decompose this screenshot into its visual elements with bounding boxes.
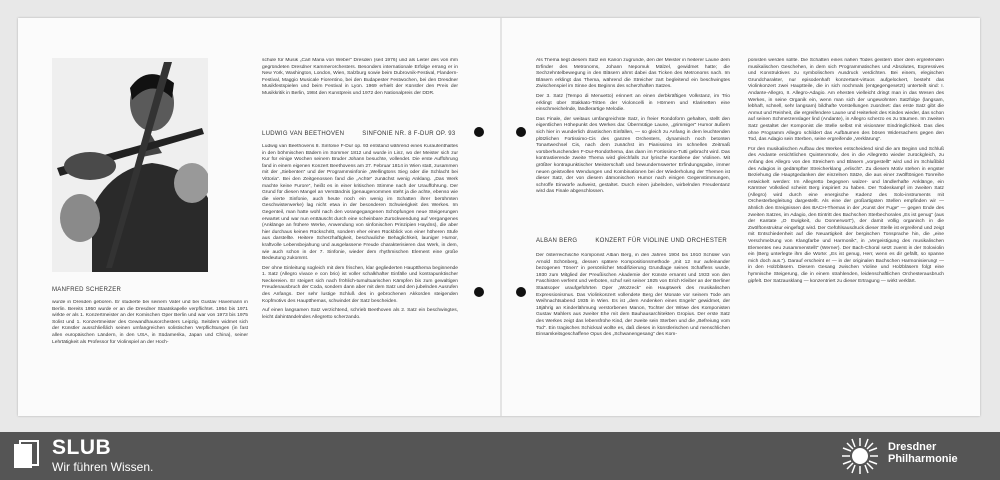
beethoven-continuation-paragraph-3: Das Finale, der weitaus umfangreichste Satz, in freier Rondoform gehalten, stellt den eigentlichen Höhepunkt des Werkes dar. Übermütige Laune, „grimmiger“ Humor äußern sich hier in wunderlich drastischen Einfällen, — so gleich zu Anfang in dem leuchtenden plötzlichen Fortissimo-Cis des ganzen Orchesters, dynamisch noch betonten Tonartwechsel Cis, nach dem zunächst im Pianissimo im schnellen Zeitmaß vorüberhuschenden F-Dur-Rondothema, das dann im Fortissimo-Tutti gebracht wird. Das kontrastierende zweite Thema wird gleichfalls zur lyrische Kantilene der Violinen. Mit größter kontrapunktischer Meisterschaft und bewundernswerter Erfindungsgabe, immer neuen geistvollen Wendungen und Kombinationen bei der Wiederholung der Themen ist dieser Satz, der von diesem dämonischen Humor nach einigen Gegenstimmungen, schroffe Einwürfe aufweist, gestaltet. Durch einen jubelnden, wirbelnden Freudentanz wird das Finale abgeschlossen. [536, 116, 730, 195]
bio-text [52, 300, 248, 414]
beethoven-paragraph-2: Der ohne Einleitung sogleich mit dem frischen, klar gegliederten Hauptthema beginnende 1. Satz (Allegro vivace e con brio) ist voller schalkhafter Einfälle und kontrapunktischer Neckereien. Er steigert sich nach fröhlich-tumultuarischen Kämpfen bis zum gewaltigen Freudenausbruch der Coda, sondern dann aber mit dem Satz und den jubelnden Ausrufen des Anfangs. Der sehr lustige Schluß des in gebrochenen Akkorden steigenden Kopfmotivs des Hauptthemas, schwindet der Satz bescheiden. [262, 265, 458, 304]
punch-hole-bottom-left [474, 287, 484, 297]
berg-work: KONZERT FÜR VIOLINE UND ORCHESTER [595, 238, 728, 244]
partner-line-2: Philharmonie [888, 453, 958, 465]
partner-line-1: Dresdner [888, 441, 937, 453]
violinist-photo [52, 58, 208, 272]
beethoven-composer: LUDWIG VAN BEETHOVEN [262, 131, 345, 137]
center-fold [500, 18, 502, 416]
berg-continuation-text [748, 58, 944, 372]
dresdner-philharmonie-logo-icon [840, 436, 880, 476]
slub-brand: SLUB [52, 436, 112, 459]
photo-caption: MANFRED SCHERZER [52, 287, 122, 293]
berg-text [536, 253, 730, 363]
slub-logo-icon [12, 440, 40, 472]
beethoven-continuation-text [536, 58, 730, 226]
bio-continuation-paragraph: schule für Musik „Carl Maria von Weber“ Dresden (seit 1976) und als Leiter des von ihm gegründeten Dresdner Kammerorchesters. Besonders internationale Erfolge errang er in New York, Washington, London, Wien, Salzburg sowie beim Dubrovnik-Festival, Flandern-Festival, Maggio Musicale Fiorentino, bei den Budapester Festwochen, bei den Dresdner Musikfestspielen und beim Festival in Lyon. 1969 erhielt der Künstler den Preis der Musikkritik in Berlin, 1984 den Kunstpreis und 1972 den Nationalpreis der DDR. [262, 58, 458, 96]
beethoven-text [262, 144, 458, 368]
berg-composer: ALBAN BERG [536, 238, 578, 244]
punch-hole-top-left [474, 127, 484, 137]
berg-continuation-paragraph-1: ponisten werden sollte. Die Schatten eines nahen Todes geistern über dem ergreifenden musikalischen Geschehen, in dem sich Programmatisches und Absolutes, Expressives und Konstruktives zu symbolischem Ausdruck verdichten. Bei einem, elegischen Grundcharakter, nur episodenhaft konzertant-virtuos aufgelockert, besteht das Violinkonzert zwei Hauptteile, die in sich nochmals (entgegengesetzt) unterteilt sind: I. Andante-Allegro, II. Allegro-Adagio. Am ehesten vielleicht dringt man in das Wesen des Werkes, in seine Organik ein, wenn man sich der ungewohnten Satzfolge (langsam, lebhaft, schnell, sehr langsam) bildhafte Vorstellungen zuordnet: das erste Satz gibt die Anmut und Reinheit, die ergreifendere Laune und Heiterkeit des Kindes wieder, das schon auf seinen Schmerzenslager lind (Andante), in Allegro scherzo es zu träumen. Im zweiten Satz gestaltet der Komponist die Stelle selbst mit visionärer Eindringlichkeit. Das dies ohne Programm Allegro schildert das Aufbäumen des bösen Widersachers gegen den Tod, das Adagio sein Sterben, seine ergreifende „Verklärung“. [748, 58, 944, 143]
slub-tagline: Wir führen Wissen. [52, 460, 154, 474]
bio-paragraph: wurde in Dresden geboren. Er studierte bei seinem Vater und bei Gustav Havemann in Berlin. Bereits 1950 wurde er an die Dresdner Staatskapelle verpflichtet. 1954 bis 1971 wirkte er als 1. Konzertmeister an der Komischen Oper Berlin und war von 1973 bis 1975 Solist und 1. Konzertmeister des Gewandhausorchesters Leipzig. Seitdem widmet sich der Künstler ausschließlich seinen umfangreichen solistischen Verpflichtungen (in fast allen europäischen Ländern, in den USA, in Südamerika, Japan und China), seiner Lehrtätigkeit als Professor für Violinspiel an der Hoch- [52, 300, 248, 345]
beethoven-paragraph-3: Auf einen langsamen Satz verzichtend, schrieb Beethoven als 2. Satz ein beschwingtes, leicht dahintändelndes Allegretto scherzando. [262, 308, 458, 320]
bio-continuation-text [262, 58, 458, 130]
beethoven-work: SINFONIE NR. 8 F-DUR OP. 93 [362, 131, 456, 137]
beethoven-continuation-paragraph-2: Der 3. Satz (Tempo di Menuetto) erinnert an einen derbkräftigen Volkstanz, im Trio erklingt über Stakkato-Tritten der Violoncelli in Hörnern und Klarinetten eine einschmeichelnde, ländlerartige Melodie. [536, 93, 730, 113]
berg-paragraph-1: Der österreichische Komponist Alban Berg, in den Jahren 1904 bis 1910 Schüler von Arnold Schönberg, dessen spätere Kompositionsmethode „mit 12 nur aufeinander bezogenen Tönen“ in persönlicher Modifizierung Grundlage seines Schaffens wurde, 1930 zum Mitglied der Preußischen Akademie der Künste ernannt und 1933 von den Faschisten verfemt und verboten, schuf seit seiner 1925 von Erich Kleiber an der Berliner Staatsoper uraufgeführten Oper „Wozzeck“ ein Hauptwerk des musikalischen Expressionismus. Das Violinkonzert vollendete Berg der Monate vor seinem Tode am Weihnachtsabend 1935 in Wien. Es ist „dem Andenken eines Engels“ gewidmet, der 18jährig an Kinderlähmung verstorbenen Manon, Tochter der Witwe des Komponisten Gustav Mahlers aus zweiter Ehe mit dem Bauhausarchitekten Gropius. Der erste Satz des Werkes zeigt das lebensfrohe Kind, der zweite sein Sterben und die „Befreiung vom Tod“. Ein tragisches Schicksal wollte es, daß dieses in künstlerischen und menschlichen Einsamkeitsgeschaffene Opus des „Schwanengesang“ des Kom- [536, 253, 730, 338]
beethoven-heading [262, 131, 474, 137]
punch-hole-top-right [516, 127, 526, 137]
dresdner-philharmonie-name [888, 441, 958, 465]
beethoven-paragraph-1: Ludwig van Beethovens 8. Sinfonie F-Dur op. 93 entstand während eines Kuraufenthaltes in den böhmischen Bädern im Sommer 1812 und wurde in Linz, wo der Meister sich zur Kur für einige Wochen seinem Bruder Johann besuchte, vollendet. Die erste Aufführung fand in einem eigenen Konzert Beethovens am 27. Februar 1814 in Wien statt, zusammen mit der „Siebenten“ und der Programmsinfonie „Wellingtons Sieg oder die Schlacht bei Vittoria“. Bei den Zeitgenossen fand die „Achte“ zunächst wenig Anklang. „Das Werk machte keine Furore“, heißt es in einer kritischen Stimme nach der Uraufführung. Der Grund für diesen Mangel an Verständnis (genaugenommen steht ja die achte, ebenso wie die vierte Sinfonie, auch heute noch ein wenig im Schatten ihrer berühmten Geschwisterwerke) lag nicht etwa in der besonderen Schwierigkeit des Werkes. Im Gegenteil, man hatte wohl nach den vorangegangenen Schöpfungen neue Steigerungen erwartet und war nun enttäuscht durch eine scheinbare Zurückwendung auf Vergangenes (Anklänge an frühere Werke, Anwendung von sinfonischen Prinzipien Haydns), die aber hier durchaus keinen Rückschritt, sondern eher einen Rückblick von einer höheren Stufe aus darstellte. Heitere Scherzhaftigkeit, beschauliche Behaglichkeit, launiger Humor, kraftvolle Lebensbejahung und ausgelassene Freude charakterisieren das Werk, in dem, wie auch schon in der 7. Sinfonie, wieder dem rhythmischen Element eine große Bedeutung zukommt. [262, 144, 458, 262]
berg-continuation-paragraph-2: Für den musikalischen Aufbau des Werkes entscheidend sind die am Beginn und Schluß des Andante ersichtlichen Quintenmotiv, des in die Allegretto wieder zurückgleich, zu Anfang des Allegro von den Streichern und Bläsern „vorgestellt“ wird und im Schlußbild des Adagios in gedämpfter Streicherklang „erlischt“. Zu diesem Motiv stehen in engster Beziehung die Hauptgedanken der einzelnen Sätze, die aus einer zwölftönigen Tonreihe entwickelt werden: Im Allegretto begegnen walzer- und ländlerhafte Anklänge, ein Kärntner Volkslied scheint Berg inspiriert zu haben. Der Todeskampf im zweiten Satz (Allegro) wird durch eine energische Kadenz des Solo-instruments mit Orchesterbegleitung dargestellt. Als eine der großartigsten Stellen empfinden wir — ähnlich den Ereignissen des BACH-Themas in der „Kunst der Fuge“ — gegen Ende des zweiten Satzes, im Adagio, den Eintritt des Bachschen Sterbechorales „Es ist genug“ (aus der Kantate „O Ewigkeit, du Donnerwort“), der damit völlig organisch in die Zwölftonstruktur eingefügt wird. Der Gefühlsausdruck dieser Stelle ist ergreifend und zeigt mit Entschiedenheit auf die Neuartigkeit der bergischen Tonsprache hin, die „eine Verschmelzung von Klangfarbe und Harmonik“, in „Vergeistigung des musikalischen Elementes neu zusammenstellt“ (Werner). Der Bach-Choral setzt zuerst in der Soloviolin ein (Berg unterlegte ihm die Worte: „Es ist genug, Herr, wenn es dir gefällt, so spanne mich doch aus.“). Darauf erscheint er — in der originalen Bachschen Harmonisierung! — in den Holzbläsern. Diesem Gesang zwischen Violine und Holzbläsern folgt eine hymnische Steigerung, die in einem strahlenden, leidenschaftlichen Orchesterausbruch gipfelt. Der Satzausklang — konzentriert zu dieser Ertragung — wirkt verklärt. [748, 146, 944, 284]
punch-hole-bottom-right [516, 287, 526, 297]
beethoven-continuation-paragraph-1: Als Thema liegt diesem Satz ein Kanon zugrunde, den der Meister in heiterer Laune dem Erfinder des Metronoms, Johann Nepomuk Mälzel, gewidmet hatte; die Sechzehntelbewegung in den Bläsern ahmt dabei das Ticken des Metronoms nach. Im Bläsern erklingt das Thema, während die Streicher zart begleitend ein beschwingtes Zwischenspiel im Sinne des Beginns des scherzhaften Satzes. [536, 58, 730, 90]
berg-heading [536, 238, 745, 244]
